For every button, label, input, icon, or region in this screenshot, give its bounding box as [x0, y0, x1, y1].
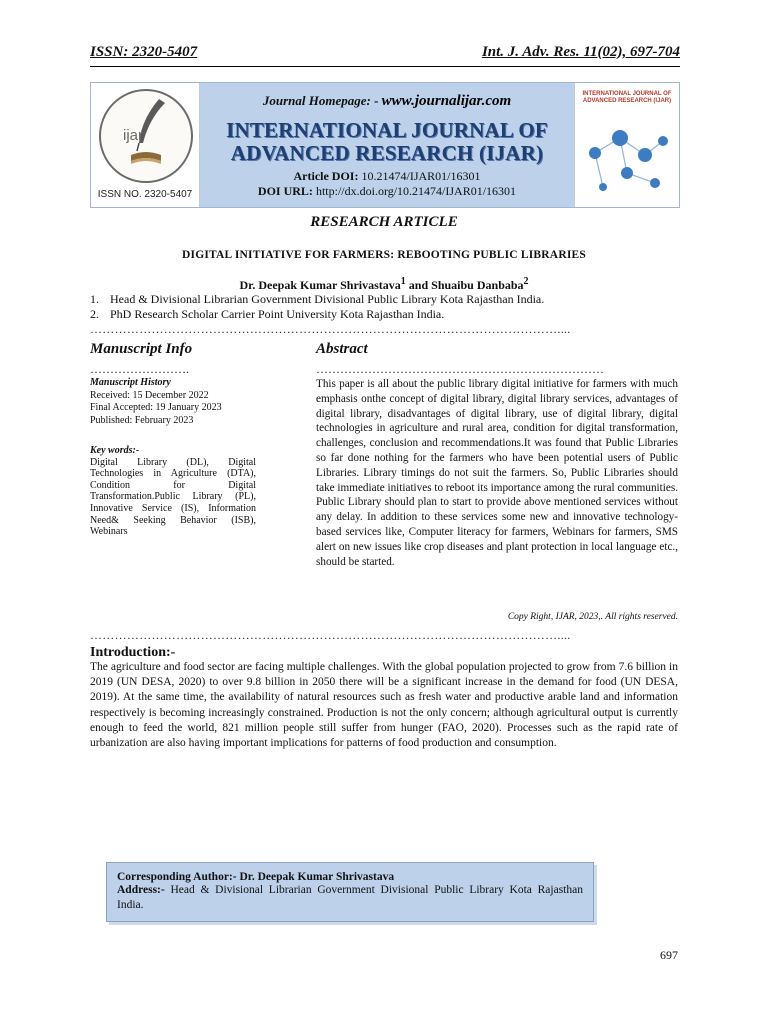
- affiliation-text: PhD Research Scholar Carrier Point University Kota Rajasthan India.: [110, 307, 445, 321]
- molecule-icon: [575, 83, 679, 207]
- received-date: Received: 15 December 2022: [90, 389, 209, 401]
- introduction-text: The agriculture and food sector are facing multiple challenges. With the global population projected to grow from 7.6 billion in 2019 (UN DESA, 2020) to over 9.8 billion in 2050 there will be a significant increase in the demand for food (UN DESA, 2019). At the same time, the availability of natural resources such as fresh water and productive arable land and information respectively is becoming increasingly constrained. Production is not the only concern; although agricultural output is currently enough to feed the world, 821 million people still suffer from hunger (FAO, 2020). Processes such as the rapid rate of urbanization are also having important implications for patterns of food production and consumption.: [90, 661, 678, 750]
- corresponding-address: [117, 883, 583, 912]
- manuscript-info-heading: Manuscript Info: [90, 341, 193, 357]
- quill-book-icon: [101, 91, 191, 181]
- abstract-text: This paper is all about the public library digital initiative for farmers with much emphasis onthe concept of digital library, digital library services, advantages of digital library, disadvantages of digital library, use of digital library, digital technologies in agriculture and rural area, condition for digital transformation, challenges, conclusion and recommendations.It was found that Public Libraries so far done nothing for the farmers who have been potential users of Public Libraries. Library timings do not suit the farmers. So, Public Libraries should take immediate initiatives to reboot its importance among the rural communities. Public Library should plan to start to provide above mentioned services without any delay. In addition to these services some new and innovative technology-based services like, Computer literacy for farmers, Webinars for farmers, SMS alert on new issues like crop diseases and plant protection in local language etc., should be started.: [316, 378, 678, 568]
- corresponding-author-title: Corresponding Author:- Dr. Deepak Kumar Shrivastava: [117, 871, 395, 883]
- affiliation-2: [90, 307, 444, 322]
- doi-url-label: DOI URL:: [257, 184, 313, 198]
- doi-value: 10.21474/IJAR01/16301: [361, 169, 481, 183]
- homepage-link[interactable]: www.journalijar.com: [381, 93, 512, 109]
- corresponding-author-box: [106, 862, 594, 922]
- keywords-label: Key words:-: [90, 445, 140, 456]
- affiliation-text: Head & Divisional Librarian Government Divisional Public Library Kota Rajasthan India.: [110, 292, 545, 306]
- doi-label: Article DOI:: [293, 169, 359, 183]
- keywords-block: [90, 445, 256, 538]
- cover-title: INTERNATIONAL JOURNAL OF ADVANCED RESEARCH (IJAR): [582, 91, 672, 104]
- separator-bottom: ……………………………………………………………………………………………………....: [90, 628, 571, 642]
- logo-issn: ISSN NO. 2320-5407: [97, 189, 193, 200]
- affiliation-number: 1.: [90, 292, 99, 306]
- history-label: Manuscript History: [90, 377, 171, 388]
- journal-title: INTERNATIONAL JOURNAL OF ADVANCED RESEARCH (IJAR): [226, 118, 548, 165]
- manuscript-history: [90, 377, 256, 427]
- journal-logo: [91, 83, 200, 207]
- homepage-label: Journal Homepage: -: [262, 93, 382, 108]
- running-header: [90, 44, 680, 67]
- accepted-date: Final Accepted: 19 January 2023: [90, 402, 222, 413]
- author-2: Shuaibu Danbaba: [431, 278, 524, 292]
- address-label: Address:-: [117, 884, 171, 896]
- separator-top: ……………………………………………………………………………………………………....: [90, 322, 571, 336]
- author-conjunction: and: [405, 278, 432, 292]
- journal-citation: Int. J. Adv. Res. 11(02), 697-704: [481, 44, 680, 60]
- author-1-sup: 1: [400, 276, 406, 287]
- doi-block: [199, 169, 575, 199]
- logo-text: ijar: [123, 127, 144, 144]
- keywords-text: Digital Library (DL), Digital Technologies in Agriculture (DTA), Condition for Digital Transformation.Public Library (PL), Innovative Service (IS), Information Need& Seeking Behavior (ISB), Webinars: [90, 456, 256, 538]
- manuscript-separator: …………………….: [90, 362, 189, 376]
- issn-label: ISSN: 2320-5407: [90, 44, 198, 60]
- journal-homepage: [199, 93, 575, 110]
- journal-cover-thumbnail: [574, 83, 679, 207]
- published-date: Published: February 2023: [90, 414, 194, 426]
- introduction-heading: Introduction:-: [90, 645, 176, 660]
- affiliation-number: 2.: [90, 307, 99, 321]
- affiliation-1: [90, 292, 544, 307]
- article-title: DIGITAL INITIATIVE FOR FARMERS: REBOOTING PUBLIC LIBRARIES: [182, 249, 586, 261]
- author-2-sup: 2: [523, 276, 529, 287]
- author-line: [90, 276, 678, 293]
- copyright-notice: Copy Right, IJAR, 2023,. All rights reserved.: [507, 612, 678, 622]
- article-type: RESEARCH ARTICLE: [310, 214, 458, 230]
- doi-url-link[interactable]: http://dx.doi.org/10.21474/IJAR01/16301: [315, 184, 517, 198]
- journal-banner: [90, 82, 680, 208]
- address-text: Head & Divisional Librarian Government Divisional Public Library Kota Rajasthan India.: [117, 884, 583, 911]
- abstract-separator: ………………………………………………………………: [316, 362, 604, 376]
- author-1: Dr. Deepak Kumar Shrivastava: [239, 278, 401, 292]
- logo-seal: [99, 89, 193, 183]
- page-number: 697: [660, 948, 678, 962]
- abstract-heading: Abstract: [316, 341, 368, 357]
